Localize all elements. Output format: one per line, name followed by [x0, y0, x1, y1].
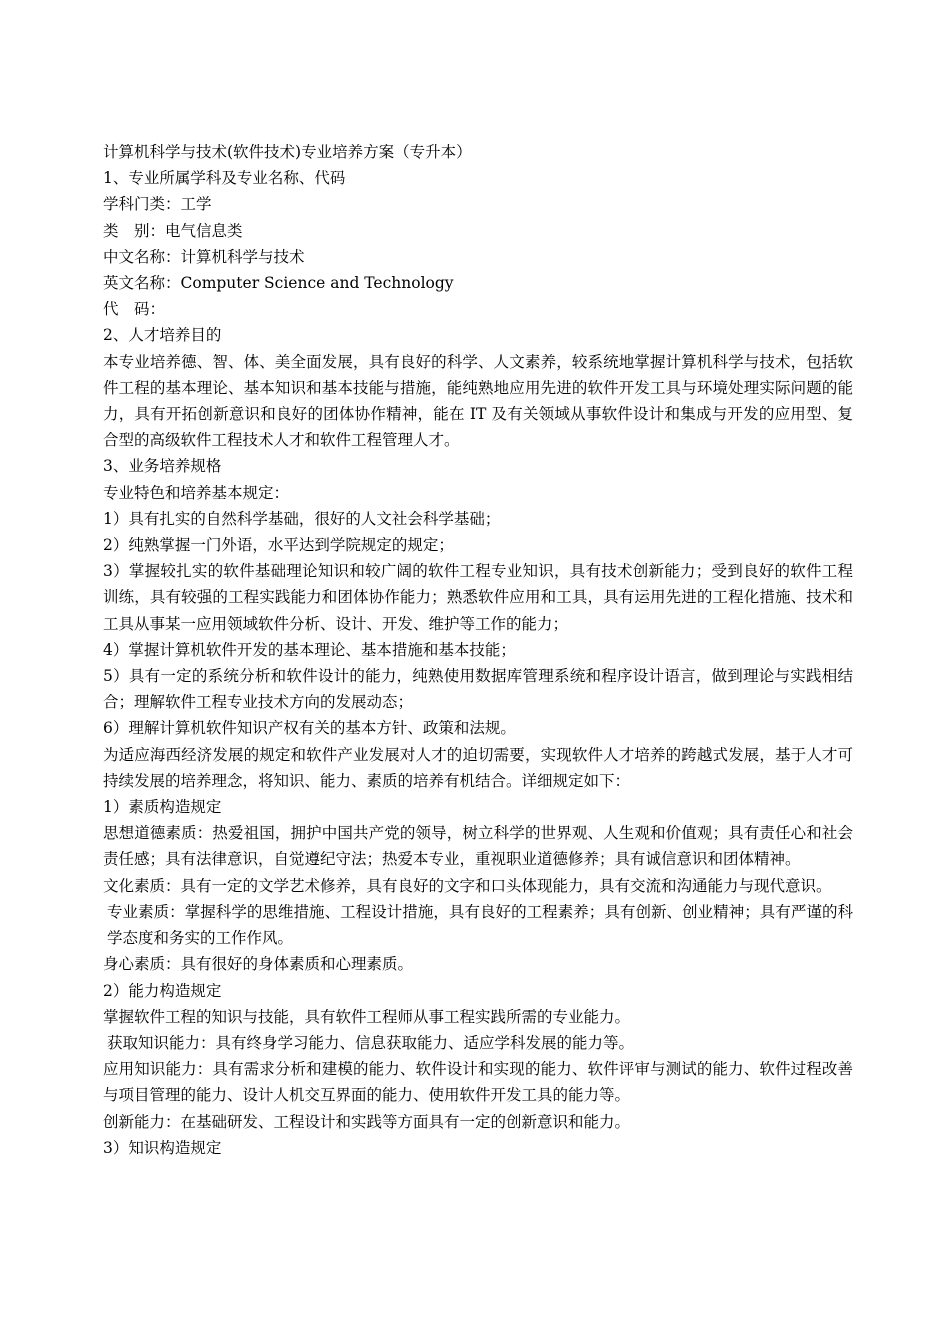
- section3-heading: 3、业务培养规格: [103, 457, 222, 476]
- knowledge-heading: 3）知识构造规定: [103, 1138, 222, 1157]
- quality-culture: 文化素质：具有一定的文学艺术修养，具有良好的文字和口头体现能力，具有交流和沟通能力与现代意识。: [103, 876, 832, 895]
- quality-professional: 专业素质：掌握科学的思维措施、工程设计措施，具有良好的工程素养；具有创新、创业精神；具有严谨的科学态度和务实的工作作风。: [107, 902, 853, 948]
- category-line: 类 别：电气信息类: [103, 221, 243, 240]
- name-cn-line: 中文名称：计算机科学与技术: [103, 247, 305, 266]
- code-line: 代 码：: [103, 300, 166, 319]
- ability-heading: 2）能力构造规定: [103, 981, 222, 1000]
- ability-intro: 掌握软件工程的知识与技能，具有软件工程师从事工程实践所需的专业能力。: [103, 1007, 631, 1026]
- quality-physical: 身心素质：具有很好的身体素质和心理素质。: [103, 955, 414, 974]
- quality-moral: 思想道德素质：热爱祖国，拥护中国共产党的领导，树立科学的世界观、人生观和价值观；具有责任心和社会责任感；具有法律意识，自觉遵纪守法；热爱本专业，重视职业道德修养；具有诚信意识和团体精神。: [103, 824, 853, 869]
- ability-innovate: 创新能力：在基础研发、工程设计和实践等方面具有一定的创新意识和能力。: [103, 1112, 631, 1131]
- ability-acquire: 获取知识能力：具有终身学习能力、信息获取能力、适应学科发展的能力等。: [107, 1033, 635, 1052]
- requirement-2: 2）纯熟掌握一门外语，水平达到学院规定的规定；: [103, 536, 454, 555]
- requirement-1: 1）具有扎实的自然科学基础，很好的人文社会科学基础；: [103, 509, 501, 528]
- section2-body: 本专业培养德、智、体、美全面发展，具有良好的科学、人文素养，较系统地掌握计算机科学与技术，包括软件工程的基本理论、基本知识和基本技能与措施，能纯熟地应用先进的软件开发工具与环境处理实际问题的能力，具有开拓创新意识和良好的团体协作精神，能在 IT 及有关领域从事软件设计和集成与开发的应用型、复合型的高级软件工程技术人才和软件工程管理人才。: [103, 352, 853, 450]
- adapt-paragraph: 为适应海西经济发展的规定和软件产业发展对人才的迫切需要，实现软件人才培养的跨越式发展，基于人才可持续发展的培养理念，将知识、能力、素质的培养有机结合。详细规定如下：: [103, 745, 853, 790]
- requirement-5: 5）具有一定的系统分析和软件设计的能力，纯熟使用数据库管理系统和程序设计语言，做到理论与实践相结合；理解软件工程专业技术方向的发展动态；: [103, 667, 853, 712]
- name-en-line: 英文名称：Computer Science and Technology: [103, 274, 454, 293]
- quality-heading: 1）素质构造规定: [103, 798, 222, 817]
- section1-heading: 1、专业所属学科及专业名称、代码: [103, 169, 346, 188]
- requirement-3: 3）掌握较扎实的软件基础理论知识和较广阔的软件工程专业知识，具有技术创新能力；受到良好的软件工程训练，具有较强的工程实践能力和团体协作能力；熟悉软件应用和工具，具有运用先进的工程化措施、技术和工具从事某一应用领域软件分析、设计、开发、维护等工作的能力；: [103, 562, 853, 633]
- section3-intro: 专业特色和培养基本规定：: [103, 483, 290, 502]
- requirement-4: 4）掌握计算机软件开发的基本理论、基本措施和基本技能；: [103, 640, 516, 659]
- ability-apply: 应用知识能力：具有需求分析和建模的能力、软件设计和实现的能力、软件评审与测试的能力、软件过程改善与项目管理的能力、设计人机交互界面的能力、使用软件开发工具的能力等。: [103, 1060, 853, 1105]
- discipline-line: 学科门类：工学: [103, 195, 212, 214]
- section2-heading: 2、人才培养目的: [103, 326, 222, 345]
- document-page: [103, 139, 853, 1161]
- document-title: 计算机科学与技术(软件技术)专业培养方案（专升本）: [103, 143, 472, 161]
- requirement-6: 6）理解计算机软件知识产权有关的基本方针、政策和法规。: [103, 719, 516, 738]
